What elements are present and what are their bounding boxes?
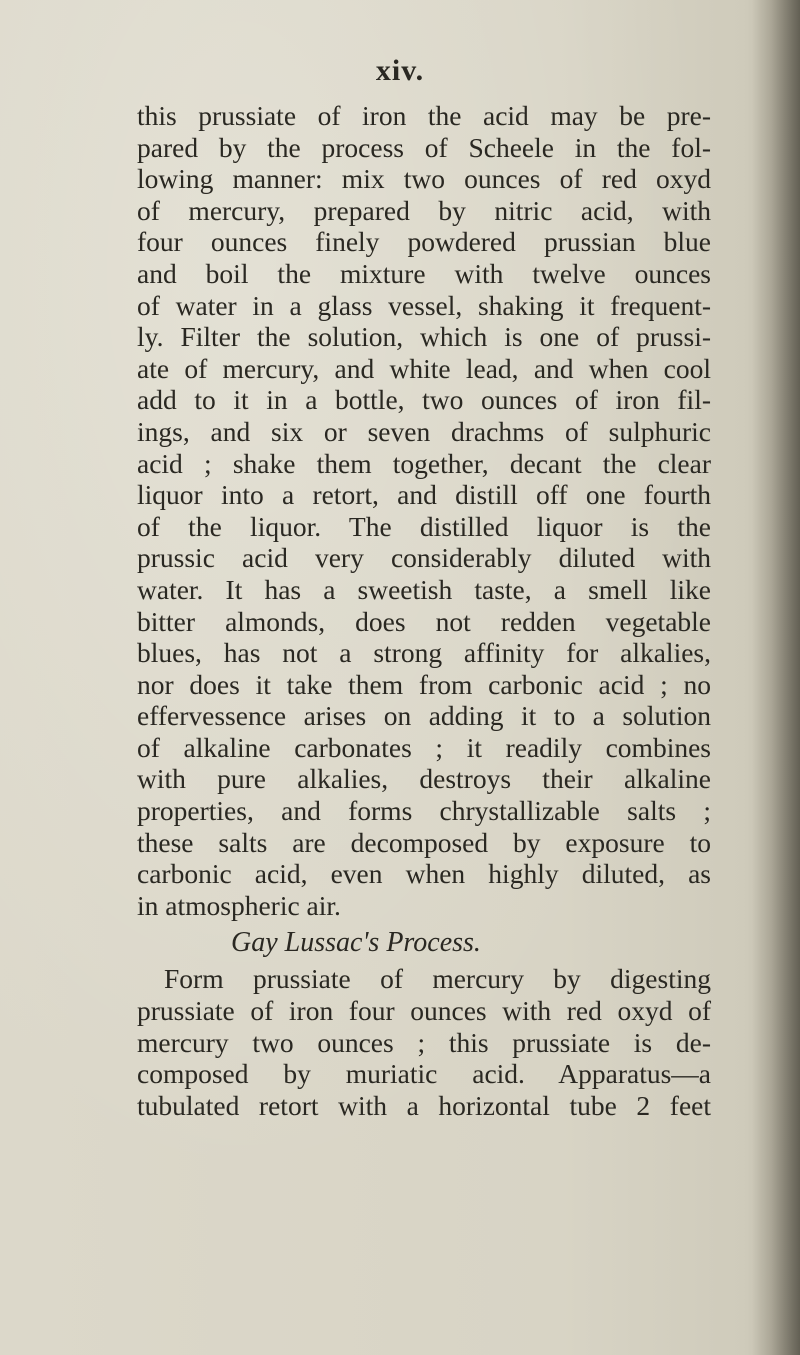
text-line: add to it in a bottle, two ounces of iron fil- (137, 384, 711, 416)
text-line: carbonic acid, even when highly diluted, as (137, 858, 711, 890)
text-line: prussic acid very considerably diluted with (137, 542, 711, 574)
text-line: four ounces finely powdered prussian blue (137, 226, 711, 258)
text-line: acid ; shake them together, decant the clear (137, 447, 711, 479)
section-heading: Gay Lussac's Process. (231, 927, 481, 959)
text-line: of water in a glass vessel, shaking it frequent- (137, 289, 711, 321)
text-line: ly. Filter the solution, which is one of prussi- (137, 321, 711, 353)
text-line: of the liquor. The distilled liquor is the (137, 510, 711, 542)
text-line: composed by muriatic acid. Apparatus—a (137, 1058, 711, 1090)
paragraph-2 (137, 963, 711, 1121)
text-line: water. It has a sweetish taste, a smell like (137, 573, 711, 605)
text-line: prussiate of iron four ounces with red oxyd of (137, 995, 711, 1027)
text-line: liquor into a retort, and distill off one fourth (137, 479, 711, 511)
page-gutter-shadow (752, 0, 800, 1355)
text-line: Form prussiate of mercury by digesting (164, 963, 711, 995)
text-line: with pure alkalies, destroys their alkaline (137, 763, 711, 795)
text-line: bitter almonds, does not redden vegetable (137, 605, 711, 637)
text-line: these salts are decomposed by exposure to (137, 826, 711, 858)
text-line: nor does it take them from carbonic acid ; no (137, 668, 711, 700)
text-line: mercury two ounces ; this prussiate is de- (137, 1026, 711, 1058)
page-number: xiv. (375, 54, 425, 87)
text-line: of mercury, prepared by nitric acid, with (137, 194, 711, 226)
text-line: blues, has not a strong affinity for alkalies, (137, 637, 711, 669)
text-line: ings, and six or seven drachms of sulphuric (137, 415, 711, 447)
text-line: this prussiate of iron the acid may be pre- (137, 100, 711, 131)
text-line: properties, and forms chrystallizable salts ; (137, 795, 711, 827)
text-line: lowing manner: mix two ounces of red oxyd (137, 163, 711, 195)
text-line: ate of mercury, and white lead, and when cool (137, 352, 711, 384)
text-line: effervessence arises on adding it to a solution (137, 700, 711, 732)
paragraph-1 (137, 100, 711, 921)
text-line: tubulated retort with a horizontal tube 2 feet (137, 1089, 711, 1121)
text-line: of alkaline carbonates ; it readily combines (137, 731, 711, 763)
text-line: in atmospheric air. (137, 889, 341, 921)
body-text (137, 100, 711, 1121)
text-line: pared by the process of Scheele in the fol- (137, 131, 711, 163)
text-line: and boil the mixture with twelve ounces (137, 257, 711, 289)
